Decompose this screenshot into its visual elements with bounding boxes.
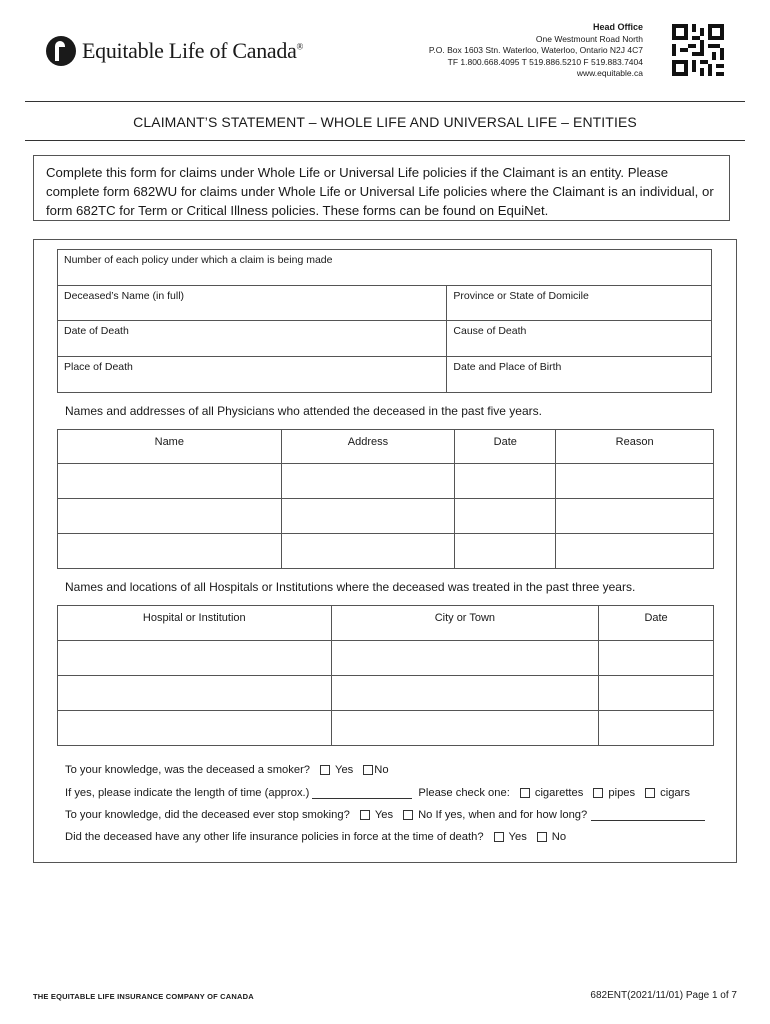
date-of-death-field[interactable] [58, 321, 447, 357]
table-row [58, 711, 714, 746]
birth-field[interactable] [447, 357, 712, 393]
physician-address-cell[interactable] [281, 499, 455, 534]
birth-label: Date and Place of Birth [453, 361, 562, 373]
physicians-heading: Names and addresses of all Physicians who attended the deceased in the past five years. [65, 404, 542, 418]
physician-address-cell[interactable] [281, 464, 455, 499]
smoking-length-input[interactable] [312, 788, 412, 799]
company-logo [46, 36, 303, 66]
pipes-checkbox[interactable] [593, 788, 603, 798]
office-line: P.O. Box 1603 Stn. Waterloo, Waterloo, Ontario N2J 4C7 [428, 45, 643, 55]
physicians-col-address: Address [281, 430, 455, 464]
physicians-col-date: Date [455, 430, 556, 464]
cause-of-death-field[interactable] [447, 321, 712, 357]
physician-date-cell[interactable] [455, 464, 556, 499]
table-row [58, 534, 714, 569]
physician-name-cell[interactable] [58, 464, 282, 499]
other-insurance-question [65, 831, 566, 843]
cigars-label: cigars [660, 787, 690, 799]
table-row [58, 641, 714, 676]
physician-address-cell[interactable] [281, 534, 455, 569]
footer-company-name: THE EQUITABLE LIFE INSURANCE COMPANY OF CANADA [33, 992, 254, 1001]
place-of-death-field[interactable] [58, 357, 447, 393]
policy-number-field[interactable] [58, 250, 712, 286]
hospitals-col-date: Date [599, 606, 714, 641]
smoker-no-label: No [374, 764, 389, 776]
office-line: TF 1.800.668.4095 T 519.886.5210 F 519.883.7404 [447, 56, 643, 67]
stop-smoking-details-input[interactable] [591, 810, 705, 821]
check-one-label: Please check one: [418, 787, 510, 799]
form-title: CLAIMANT’S STATEMENT – WHOLE LIFE AND UNIVERSAL LIFE – ENTITIES [133, 114, 637, 130]
physician-date-cell[interactable] [455, 534, 556, 569]
physicians-col-name: Name [58, 430, 282, 464]
stop-yes-label: Yes [374, 809, 394, 821]
hospital-city-cell[interactable] [331, 641, 599, 676]
smoker-question-label: To your knowledge, was the deceased a smoker? [65, 764, 311, 776]
physician-date-cell[interactable] [455, 499, 556, 534]
deceased-info-table [57, 249, 712, 393]
cigarettes-checkbox[interactable] [520, 788, 530, 798]
hospitals-table [57, 605, 714, 746]
logo-text: Equitable Life of Canada [82, 38, 297, 63]
smoker-no-checkbox[interactable] [363, 765, 373, 775]
physician-name-cell[interactable] [58, 499, 282, 534]
table-row [58, 464, 714, 499]
smoking-length-question [65, 787, 690, 799]
table-row [58, 499, 714, 534]
hospital-date-cell[interactable] [599, 676, 714, 711]
other-insurance-label: Did the deceased have any other life insurance policies in force at the time of death? [65, 831, 484, 843]
intro-instructions: Complete this form for claims under Whole Life or Universal Life policies if the Claimant is an entity. Please complete form 682WU for claims under Whole Life or Universal Life policies where the Claimant is an individual, or form 682TC for Term or Critical Illness policies. These forms can be found on EquiNet. [33, 155, 730, 221]
smoker-question [65, 764, 389, 776]
smoker-yes-label: Yes [335, 764, 354, 776]
deceased-name-label: Deceased’s Name (in full) [64, 290, 185, 302]
physician-reason-cell[interactable] [556, 464, 714, 499]
other-insurance-no-label: No [551, 831, 567, 843]
hospital-date-cell[interactable] [599, 641, 714, 676]
stop-no-label: No If yes, when and for how long? [418, 809, 588, 821]
head-office-address [429, 22, 643, 80]
title-divider [25, 140, 745, 141]
other-insurance-yes-checkbox[interactable] [494, 832, 504, 842]
smoker-yes-checkbox[interactable] [320, 765, 330, 775]
stop-yes-checkbox[interactable] [360, 810, 370, 820]
hospitals-col-city: City or Town [331, 606, 599, 641]
footer-form-id: 682ENT(2021/11/01) Page 1 of 7 [590, 990, 737, 1001]
deceased-name-field[interactable] [58, 286, 447, 321]
table-row [58, 676, 714, 711]
logo-registered-mark: ® [296, 41, 304, 52]
office-line: www.equitable.ca [576, 68, 643, 78]
policy-number-label: Number of each policy under which a claim is being made [64, 254, 333, 266]
stop-smoking-question [65, 809, 705, 821]
hospital-city-cell[interactable] [331, 711, 599, 746]
header-divider [25, 101, 745, 102]
place-of-death-label: Place of Death [64, 361, 133, 373]
province-field[interactable] [447, 286, 712, 321]
date-of-death-label: Date of Death [64, 325, 129, 337]
hospitals-col-institution: Hospital or Institution [58, 606, 332, 641]
hospital-name-cell[interactable] [58, 641, 332, 676]
cause-of-death-label: Cause of Death [453, 325, 527, 337]
physicians-col-reason: Reason [556, 430, 714, 464]
physician-reason-cell[interactable] [556, 534, 714, 569]
cigars-checkbox[interactable] [645, 788, 655, 798]
physician-name-cell[interactable] [58, 534, 282, 569]
other-insurance-yes-label: Yes [508, 831, 527, 843]
stop-no-checkbox[interactable] [403, 810, 413, 820]
hospital-city-cell[interactable] [331, 676, 599, 711]
smoking-length-label: If yes, please indicate the length of time (approx.) [65, 787, 310, 799]
hospital-name-cell[interactable] [58, 711, 332, 746]
pipes-label: pipes [608, 787, 636, 799]
other-insurance-no-checkbox[interactable] [537, 832, 547, 842]
hospital-name-cell[interactable] [58, 676, 332, 711]
province-label: Province or State of Domicile [453, 290, 589, 302]
stop-smoking-label: To your knowledge, did the deceased ever stop smoking? [65, 809, 350, 821]
logo-figure-icon [46, 36, 76, 66]
hospitals-heading: Names and locations of all Hospitals or Institutions where the deceased was treated in the past three years. [65, 580, 636, 594]
physician-reason-cell[interactable] [556, 499, 714, 534]
hospital-date-cell[interactable] [599, 711, 714, 746]
office-line: One Westmount Road North [535, 33, 643, 44]
physicians-table [57, 429, 714, 569]
cigarettes-label: cigarettes [534, 787, 584, 799]
qr-code-icon [672, 24, 724, 76]
head-office-title: Head Office [592, 22, 643, 32]
